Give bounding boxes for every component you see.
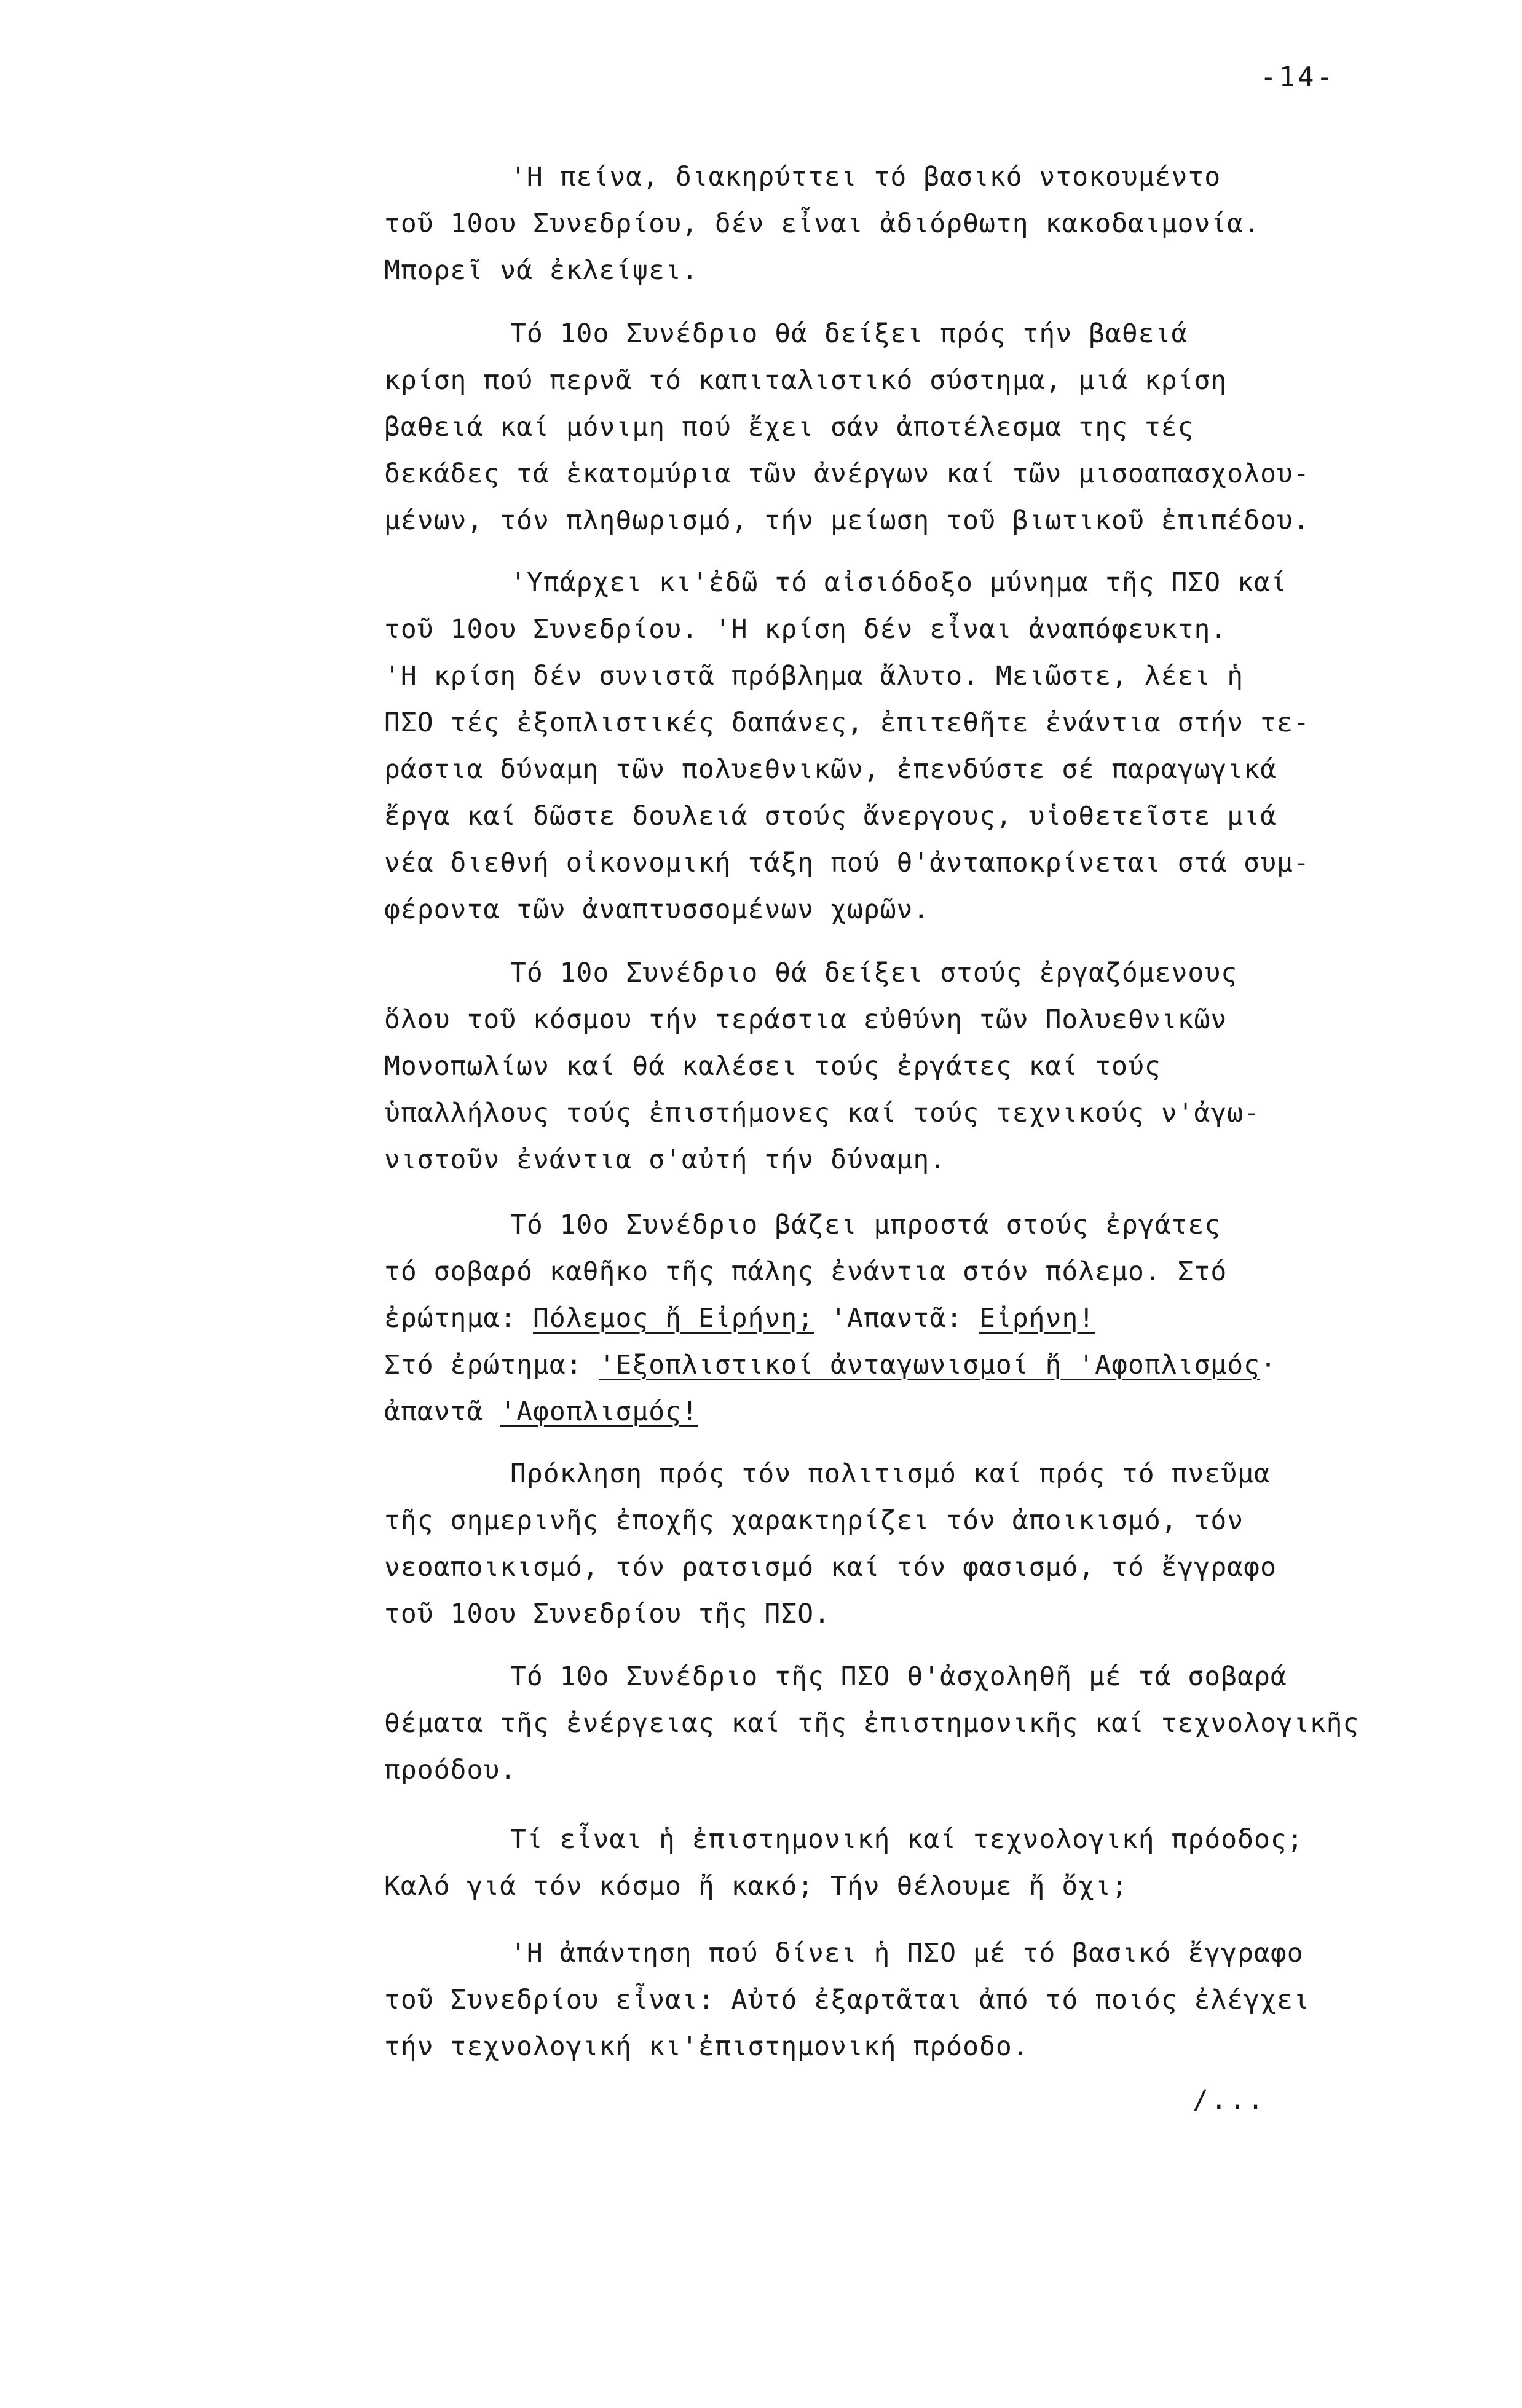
text-line: Τί εἶναι ἡ ἐπιστημονική καί τεχνολογική πρόοδος; — [510, 1824, 1304, 1855]
text-line: Μπορεῖ νά ἐκλείψει. — [384, 255, 698, 286]
text-line: τοῦ 10ου Συνεδρίου τῆς ΠΣΟ. — [384, 1599, 830, 1629]
text-line: θέματα τῆς ἐνέργειας καί τῆς ἐπιστημονικῆς καί τεχνολογικῆς — [384, 1708, 1360, 1739]
text-line: τῆς σημερινῆς ἐποχῆς χαρακτηρίζει τόν ἀποικισμό, τόν — [384, 1505, 1244, 1536]
text-line: τοῦ 10ου Συνεδρίου. 'Η κρίση δέν εἶναι ἀναπόφευκτη. — [384, 614, 1228, 645]
answer-line-disarmament — [384, 1388, 1472, 1435]
paragraph-multinationals — [384, 950, 1472, 1183]
text-line: τοῦ 10ου Συνεδρίου, δέν εἶναι ἀδιόρθωτη κακοδαιμονία. — [384, 208, 1261, 239]
text-line: νεοαποικισμό, τόν ρατσισμό καί τόν φασισμό, τό ἔγγραφο — [384, 1552, 1277, 1583]
paragraph-hunger — [384, 154, 1472, 294]
question-suffix: · — [1260, 1350, 1277, 1380]
paragraph-capitalist-crisis — [384, 310, 1472, 544]
text-line: 'Η πείνα, διακηρύττει τό βασικό ντοκουμέντο — [510, 162, 1221, 192]
text-line: Τό 10ο Συνέδριο θά δείξει πρός τήν βαθειά — [510, 318, 1188, 349]
text-line: μένων, τόν πληθωρισμό, τήν μείωση τοῦ βιωτικοῦ ἐπιπέδου. — [384, 505, 1310, 536]
answer-prefix: ἀπαντᾶ — [384, 1396, 500, 1427]
text-line: Καλό γιά τόν κόσμο ἤ κακό; Τήν θέλουμε ἤ ὄχι; — [384, 1871, 1128, 1902]
text-line: ἔργα καί δῶστε δουλειά στούς ἄνεργους, υἱοθετεῖστε μιά — [384, 801, 1277, 832]
paragraph-progress-question — [384, 1816, 1472, 1910]
text-line: δεκάδες τά ἑκατομύρια τῶν ἀνέργων καί τῶν μισοαπασχολου- — [384, 458, 1310, 489]
text-line: Τό 10ο Συνέδριο βάζει μπροστά στούς ἐργάτες — [510, 1210, 1221, 1240]
underlined-answer: Εἰρήνη! — [979, 1303, 1095, 1334]
underlined-question: Πόλεμος ἤ Εἰρήνη; — [533, 1303, 814, 1334]
question-line-war-peace — [384, 1295, 1472, 1342]
paragraph-war-peace — [384, 1202, 1472, 1435]
text-line: νιστοῦν ἐνάντια σ'αὐτή τήν δύναμη. — [384, 1144, 947, 1175]
text-line: ὅλου τοῦ κόσμου τήν τεράστια εὐθύνη τῶν Πολυεθνικῶν — [384, 1004, 1228, 1035]
question-prefix: ἐρώτημα: — [384, 1303, 533, 1334]
text-line: φέροντα τῶν ἀναπτυσσομένων χωρῶν. — [384, 894, 930, 925]
paragraph-optimistic-message — [384, 559, 1472, 933]
text-line: Μονοπωλίων καί θά καλέσει τούς ἐργάτες καί τούς — [384, 1051, 1161, 1082]
paragraph-colonialism — [384, 1450, 1472, 1637]
text-line: Τό 10ο Συνέδριο τῆς ΠΣΟ θ'ἀσχοληθῆ μέ τά σοβαρά — [510, 1661, 1287, 1692]
text-line: 'Η κρίση δέν συνιστᾶ πρόβλημα ἄλυτο. Μειῶστε, λέει ἡ — [384, 661, 1244, 691]
text-line: νέα διεθνή οἰκονομική τάξη πού θ'ἀνταποκρίνεται στά συμ- — [384, 848, 1310, 878]
answer-prefix: 'Απαντᾶ: — [814, 1303, 979, 1334]
text-line: 'Υπάρχει κι'ἐδῶ τό αἰσιόδοξο μύνημα τῆς ΠΣΟ καί — [510, 567, 1287, 598]
text-line: ὑπαλλήλους τούς ἐπιστήμονες καί τούς τεχνικούς ν'ἀγω- — [384, 1098, 1261, 1128]
text-line: ράστια δύναμη τῶν πολυεθνικῶν, ἐπενδύστε σέ παραγωγικά — [384, 754, 1277, 785]
underlined-question: 'Εξοπλιστικοί ἀνταγωνισμοί ἤ 'Αφοπλισμός — [599, 1350, 1261, 1380]
paragraph-answer — [384, 1930, 1472, 2070]
paragraph-energy-technology — [384, 1653, 1472, 1793]
text-line: τό σοβαρό καθῆκο τῆς πάλης ἐνάντια στόν πόλεμο. Στό — [384, 1256, 1228, 1287]
underlined-answer: 'Αφοπλισμός! — [500, 1396, 698, 1427]
continuation-mark: /... — [1193, 2085, 1266, 2115]
question-prefix: Στό ἐρώτημα: — [384, 1350, 599, 1380]
text-line: τοῦ Συνεδρίου εἶναι: Αὐτό ἐξαρτᾶται ἀπό τό ποιός ἐλέγχει — [384, 1985, 1310, 2015]
text-line: 'Η ἀπάντηση πού δίνει ἡ ΠΣΟ μέ τό βασικό ἔγγραφο — [510, 1938, 1304, 1969]
text-line: Τό 10ο Συνέδριο θά δείξει στούς ἐργαζόμενους — [510, 958, 1238, 988]
text-line: Πρόκληση πρός τόν πολιτισμό καί πρός τό πνεῦμα — [510, 1458, 1271, 1489]
question-line-disarmament — [384, 1342, 1472, 1388]
text-line: βαθειά καί μόνιμη πού ἔχει σάν ἀποτέλεσμα της τές — [384, 412, 1194, 443]
text-line: κρίση πού περνᾶ τό καπιταλιστικό σύστημα, μιά κρίση — [384, 365, 1228, 396]
page-number: -14- — [1260, 61, 1335, 93]
text-line: τήν τεχνολογική κι'ἐπιστημονική πρόοδο. — [384, 2031, 1029, 2062]
text-line: προόδου. — [384, 1755, 517, 1785]
text-line: ΠΣΟ τές ἐξοπλιστικές δαπάνες, ἐπιτεθῆτε ἐνάντια στήν τε- — [384, 707, 1310, 738]
